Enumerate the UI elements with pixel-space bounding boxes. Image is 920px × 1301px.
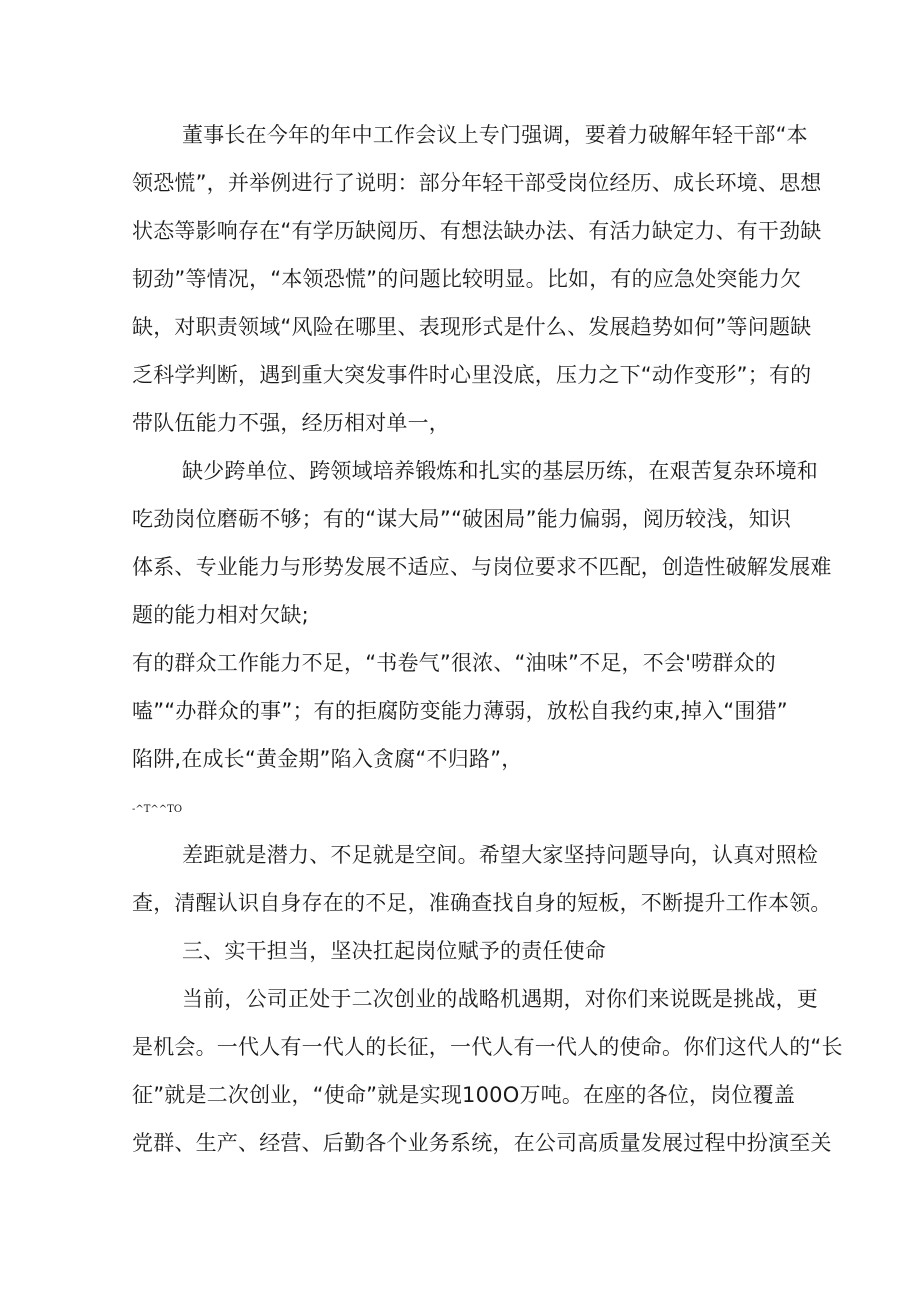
text-line: 乏科学判断，遇到重大突发事件时心里没底，压力之下“动作变形”；有的 — [132, 363, 812, 387]
text-line: 领恐慌”，并举例进行了说明：部分年轻干部受岗位经历、成长环境、思想 — [132, 171, 822, 195]
text-line: 体系、专业能力与形势发展不适应、与岗位要求不匹配，创造性破解发展难 — [132, 555, 832, 579]
text-line: 有的群众工作能力不足，“书卷气”很浓、“油味”不足，不会'唠群众的 — [132, 651, 776, 675]
text-line: 嗑”“办群众的事”；有的拒腐防变能力薄弱，放松自我约束,掉入“围猎” — [132, 699, 788, 723]
stray-marks: -^T^^TO — [132, 804, 183, 815]
text-line: 陷阱,在成长“黄金期”陷入贪腐“不归路”， — [132, 747, 523, 771]
text-line: 征”就是二次创业，“使命”就是实现100O万吨。在座的各位，岗位覆盖 — [132, 1083, 796, 1107]
text-line: 吃劲岗位磨砺不够；有的“谋大局”“破困局”能力偏弱，阅历较浅，知识 — [132, 507, 792, 531]
text-line: 董事长在今年的年中工作会议上专门强调，要着力破解年轻干部“本 — [182, 123, 808, 147]
text-line: 状态等影响存在“有学历缺阅历、有想法缺办法、有活力缺定力、有干劲缺 — [132, 219, 822, 243]
text-line: 缺少跨单位、跨领域培养锻炼和扎实的基层历练，在艰苦复杂环境和 — [182, 459, 818, 483]
text-line: 是机会。一代人有一代人的长征，一代人有一代人的使命。你们这代人的“长 — [132, 1035, 843, 1059]
text-line: 当前，公司正处于二次创业的战略机遇期，对你们来说既是挑战，更 — [182, 987, 818, 1011]
text-line: 党群、生产、经营、后勤各个业务系统，在公司高质量发展过程中扮演至关 — [132, 1131, 832, 1155]
text-line: 查，清醒认识自身存在的不足，准确查找自身的短板，不断提升工作本领。 — [132, 891, 832, 915]
text-line: 韧劲”等情况，“本领恐慌”的问题比较明显。比如，有的应急处突能力欠 — [132, 267, 802, 291]
text-line: 带队伍能力不强，经历相对单一， — [132, 411, 450, 435]
section-heading: 三、实干担当，坚决扛起岗位赋予的责任使命 — [182, 939, 606, 963]
text-line: 缺，对职责领域“风险在哪里、表现形式是什么、发展趋势如何”等问题缺 — [132, 315, 812, 339]
text-line: 题的能力相对欠缺; — [132, 603, 309, 627]
text-line: 差距就是潜力、不足就是空间。希望大家坚持问题导向，认真对照检 — [182, 843, 818, 867]
